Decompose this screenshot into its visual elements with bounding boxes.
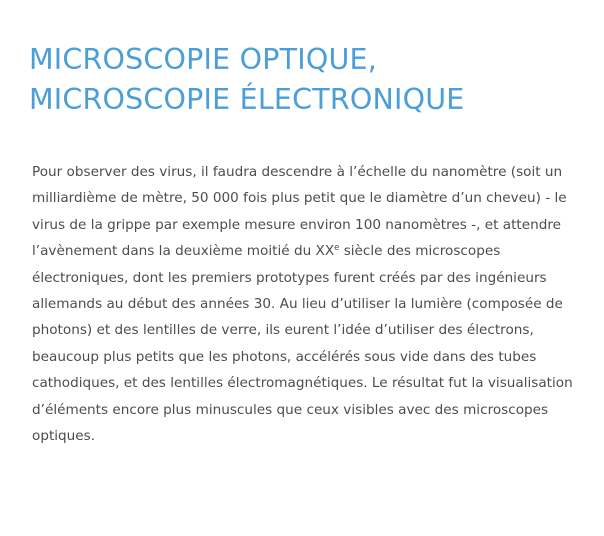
body-line-1: Pour observer des virus, il faudra descendre à l’échelle du nanomètre (soit un bbox=[32, 164, 563, 180]
body-line-3: virus de la grippe par exemple mesure environ 100 nanomètres -, et attendre bbox=[32, 216, 561, 233]
body-line-5: électroniques, dont les premiers prototypes furent créés par des ingénieurs bbox=[32, 269, 547, 286]
body-line-7: photons) et des lentilles de verre, ils eurent l’idée d’utiliser des électrons, bbox=[32, 322, 534, 339]
body-line-11: optiques. bbox=[32, 428, 96, 445]
body-line-6: allemands au début des années 30. Au lieu d’utiliser la lumière (composée de bbox=[32, 296, 563, 313]
article-title-line-1: MICROSCOPIE OPTIQUE, bbox=[29, 43, 378, 76]
article-title-line-2: MICROSCOPIE ÉLECTRONIQUE bbox=[29, 83, 465, 116]
century-superscript: e bbox=[334, 243, 340, 254]
body-line-2: milliardième de mètre, 50 000 fois plus petit que le diamètre d’un cheveu) - le bbox=[32, 190, 567, 207]
body-line-10: d’éléments encore plus minuscules que ceux visibles avec des microscopes bbox=[32, 401, 549, 418]
body-line-4-end: siècle des microscopes bbox=[339, 243, 501, 260]
body-line-9: cathodiques, et des lentilles électromagnétiques. Le résultat fut la visualisation bbox=[32, 375, 573, 392]
body-line-8: beaucoup plus petits que les photons, accélérés sous vide dans des tubes bbox=[32, 348, 537, 365]
body-line-4-start: l’avènement dans la deuxième moitié du XX bbox=[32, 243, 335, 260]
body-line-4 bbox=[32, 238, 598, 264]
article-title bbox=[29, 40, 589, 120]
article-body bbox=[32, 159, 598, 449]
